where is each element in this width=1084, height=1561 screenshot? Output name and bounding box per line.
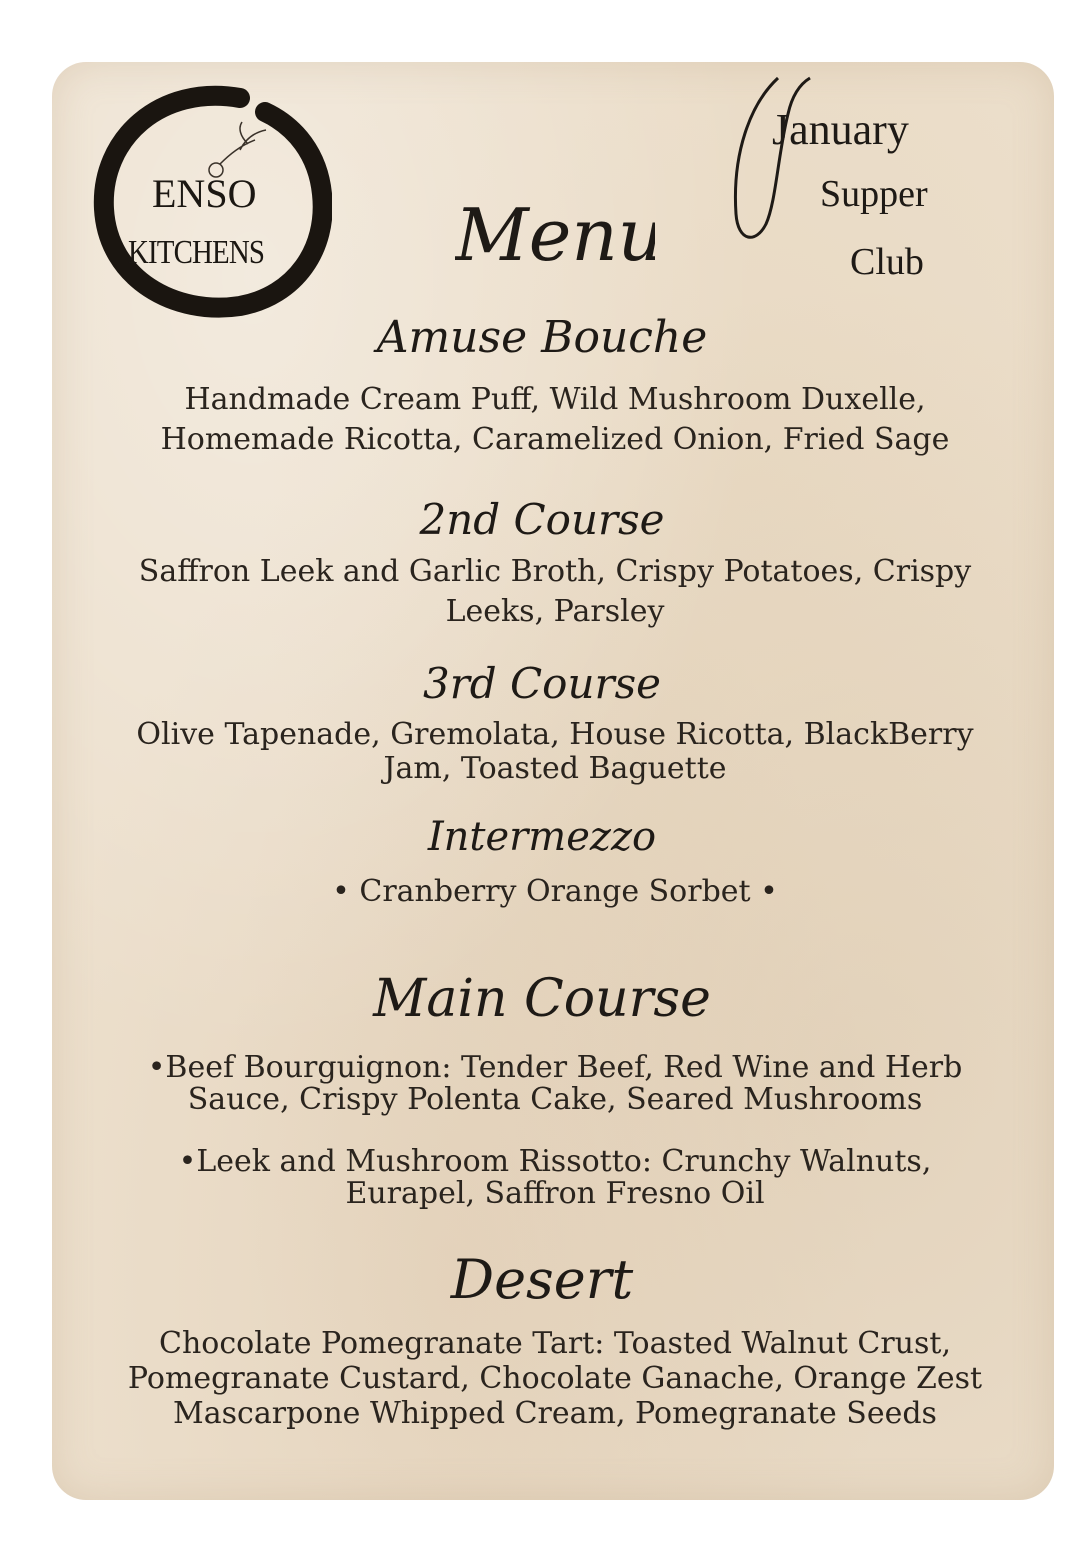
svg-text:2nd Course: 2nd Course: [419, 495, 665, 544]
menu-item-line: Eurapel, Saffron Fresno Oil: [345, 1176, 765, 1211]
menu-item-line: •Leek and Mushroom Rissotto: Crunchy Walnuts,: [178, 1144, 932, 1179]
logo-line-kitchens: KITCHENS: [128, 234, 265, 271]
logo-line-enso: ENSO: [152, 171, 257, 216]
menu-item-line: •Beef Bourguignon: Tender Beef, Red Wine and Herb: [147, 1050, 963, 1085]
svg-text:Amuse Bouche: Amuse Bouche: [376, 312, 708, 363]
section-heading-intermezzo: [0, 802, 1084, 866]
menu-item-line: Olive Tapenade, Gremolata, House Ricotta, BlackBerry: [136, 717, 974, 752]
menu-item-line: Pomegranate Custard, Chocolate Ganache, Orange Zest: [127, 1361, 983, 1396]
event-title: [720, 74, 990, 294]
section-heading-amuse-bouche: [0, 300, 1084, 370]
section-items-desert: [80, 1326, 1030, 1431]
section-heading-2nd-course: [0, 486, 1084, 550]
section-heading-3rd-course: [0, 650, 1084, 714]
section-items-2nd-course: [80, 552, 1030, 632]
svg-text:Intermezzo: Intermezzo: [427, 814, 657, 860]
menu-item-line: Handmade Cream Puff, Wild Mushroom Duxelle,: [184, 382, 926, 417]
menu-item-line: Homemade Ricotta, Caramelized Onion, Fried Sage: [160, 422, 950, 457]
svg-text:Desert: Desert: [450, 1248, 634, 1311]
section-heading-main-course: [0, 956, 1084, 1036]
menu-title-text: Menu: [455, 193, 655, 277]
menu-item-line: Leeks, Parsley: [445, 594, 665, 629]
section-items-amuse-bouche: [80, 380, 1030, 460]
menu-item-line: Jam, Toasted Baguette: [383, 751, 727, 786]
section-items-main-course: [80, 1052, 1030, 1210]
section-items-3rd-course: [80, 718, 1030, 786]
section-heading-desert: [0, 1236, 1084, 1316]
svg-text:3rd Course: 3rd Course: [423, 659, 661, 708]
event-line-january: January: [772, 105, 909, 154]
menu-item-line: Saffron Leek and Garlic Broth, Crispy Potatoes, Crispy: [138, 554, 972, 589]
menu-title: [455, 190, 655, 280]
event-line-supper: Supper: [820, 173, 928, 215]
svg-text:Main Course: Main Course: [373, 969, 711, 1029]
menu-item-line: Sauce, Crispy Polenta Cake, Seared Mushrooms: [187, 1082, 923, 1117]
menu-item-line: Mascarpone Whipped Cream, Pomegranate Seeds: [173, 1396, 937, 1431]
enso-kitchens-logo: [90, 84, 332, 320]
menu-item-line: Chocolate Pomegranate Tart: Toasted Walnut Crust,: [159, 1326, 951, 1361]
menu-item-line: • Cranberry Orange Sorbet •: [332, 874, 778, 909]
section-items-intermezzo: [80, 872, 1030, 912]
event-line-club: Club: [850, 241, 924, 283]
